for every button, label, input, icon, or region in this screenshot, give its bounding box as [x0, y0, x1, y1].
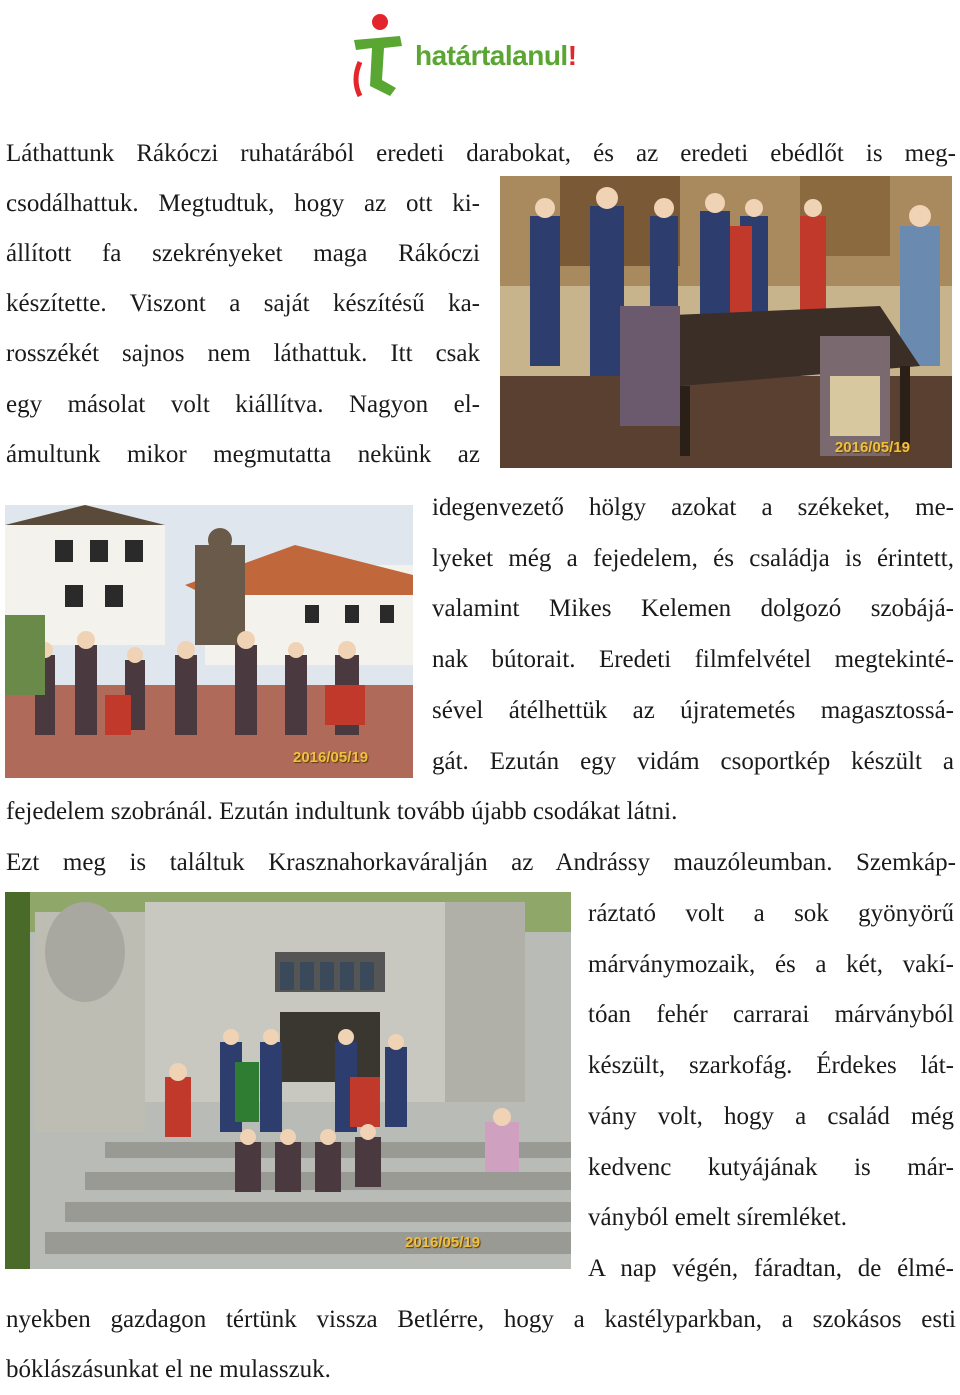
text-line: Ezt meg is találtuk Krasznahorkaváralján az Andrássy mauzóleumban. Szemkáp-	[6, 849, 956, 876]
text-line: idegenvezető hölgy azokat a székeket, me-	[432, 494, 954, 521]
text-line: bóklászásunkat el ne mulasszuk.	[6, 1356, 331, 1383]
text-line: A nap végén, fáradtan, de élmé-	[588, 1255, 954, 1282]
photo-date-stamp: 2016/05/19	[834, 439, 910, 456]
text-line: ványból emelt síremléket.	[588, 1204, 847, 1231]
text-line: ámultunk mikor megmutatta nekünk az	[6, 441, 480, 468]
mausoleum-photo	[5, 892, 571, 1269]
logo-text-mark: !	[567, 40, 577, 71]
text-line: lyeket még a fejedelem, és családja is érintett,	[432, 545, 954, 572]
text-line: Láthattunk Rákóczi ruhatárából eredeti darabokat, és az eredeti ebédlőt is meg-	[6, 140, 956, 167]
text-line: valamint Mikes Kelemen dolgozó szobájá-	[432, 595, 954, 622]
dining-room-photo	[500, 176, 952, 468]
logo-text-main: határtalanul	[415, 40, 568, 71]
text-line: készítette. Viszont a saját készítésű ka-	[6, 290, 480, 317]
text-line: vány volt, hogy a család még	[588, 1103, 954, 1130]
text-line: márványmozaik, és a két, vakí-	[588, 951, 954, 978]
statue-group-photo	[5, 505, 413, 778]
text-line: rosszékét sajnos nem láthattuk. Itt csak	[6, 340, 480, 367]
text-line: egy másolat volt kiállítva. Nagyon el-	[6, 391, 480, 418]
logo-text	[415, 40, 577, 72]
text-line: készült, szarkofág. Érdekes lát-	[588, 1052, 954, 1079]
text-line: tóan fehér carrarai márványból	[588, 1001, 954, 1028]
text-line: gát. Ezután egy vidám csoportkép készült a	[432, 748, 954, 775]
text-line: csodálhattuk. Megtudtuk, hogy az ott ki-	[6, 190, 480, 217]
text-line: sével átélhettük az újratemetés magasztossá-	[432, 697, 954, 724]
text-line: ráztató volt a sok gyönyörű	[588, 900, 954, 927]
photo-date-stamp: 2016/05/19	[293, 749, 369, 766]
text-line: kedvenc kutyájának is már-	[588, 1154, 954, 1181]
text-line: nak bútorait. Eredeti filmfelvétel megtekinté-	[432, 646, 954, 673]
text-line: fejedelem szobránál. Ezután indultunk tovább újabb csodákat látni.	[6, 798, 678, 825]
photo-date-stamp: 2016/05/19	[405, 1234, 481, 1251]
text-line: nyekben gazdagon tértünk vissza Betlérre, hogy a kastélyparkban, a szokásos esti	[6, 1306, 956, 1333]
text-line: állított fa szekrényeket maga Rákóczi	[6, 240, 480, 267]
